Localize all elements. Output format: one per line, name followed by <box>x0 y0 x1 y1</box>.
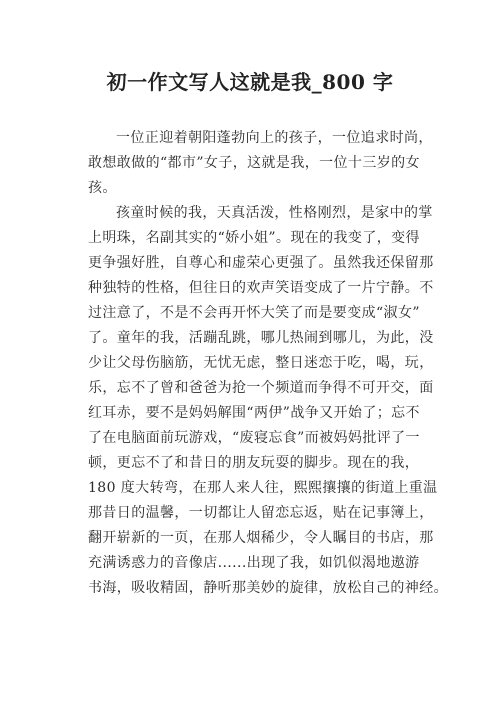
paragraph-2 <box>88 201 448 601</box>
text-line: 敢想敢做的“都市”女子，这就是我，一位十三岁的女 <box>88 155 420 171</box>
document-title: 初一作文写人这就是我_800 字 <box>106 70 394 94</box>
text-line: 180 度大转弯，在那人来人往，熙熙攘攘的街道上重温 <box>88 480 438 496</box>
text-line: 红耳赤，要不是妈妈解围“两伊”战争又开始了；忘不 <box>88 405 420 421</box>
text-line: 过注意了，不是不会再开怀大笑了而是要变成“淑女” <box>88 305 420 321</box>
text-line: 种独特的性格，但往日的欢声笑语变成了一片宁静。不 <box>88 280 434 296</box>
paragraph-1 <box>88 126 433 201</box>
text-line: 一位正迎着朝阳蓬勃向上的孩子，一位追求时尚， <box>116 130 433 146</box>
text-line: 更争强好胜，自尊心和虚荣心更强了。虽然我还保留那 <box>88 255 434 271</box>
text-line: 上明珠，名副其实的“娇小姐”。现在的我变了，变得 <box>88 230 420 246</box>
document-body <box>88 126 448 601</box>
text-line: 翻开崭新的一页，在那人烟稀少，令人瞩目的书店，那 <box>88 530 434 546</box>
text-line: 乐，忘不了曾和爸爸为抢一个频道而争得不可开交，面 <box>88 380 434 396</box>
text-line: 少让父母伤脑筋，无忧无虑，整日迷恋于吃，喝，玩， <box>88 355 434 371</box>
text-line: 那昔日的温馨，一切都让人留恋忘返，贴在记事簿上， <box>88 505 434 521</box>
text-line: 顿，更忘不了和昔日的朋友玩耍的脚步。现在的我， <box>88 455 420 471</box>
text-line: 了在电脑面前玩游戏，“废寝忘食”而被妈妈批评了一 <box>88 430 420 446</box>
text-line: 了。童年的我，活蹦乱跳，哪儿热闹到哪儿，为此，没 <box>88 330 434 346</box>
text-line: 孩。 <box>88 180 117 196</box>
text-line: 充满诱惑力的音像店......出现了我，如饥似渴地遨游 <box>88 555 420 571</box>
text-line: 书海，吸收精固，静听那美妙的旋律，放松自己的神经。 <box>88 580 448 596</box>
text-line: 孩童时候的我，天真活泼，性格刚烈，是家中的掌 <box>116 205 433 221</box>
